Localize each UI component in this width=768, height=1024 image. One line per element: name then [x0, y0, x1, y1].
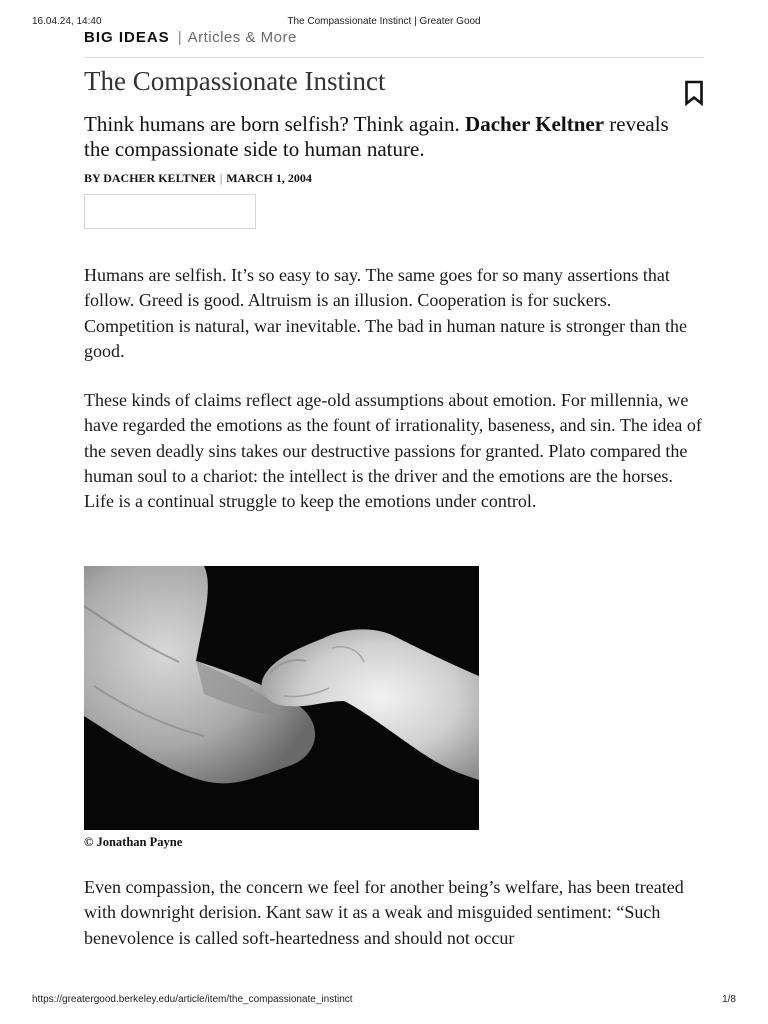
dek-lead: Think humans are born selfish? Think again. — [84, 112, 466, 136]
brand-articles-more[interactable]: Articles & More — [187, 29, 297, 46]
print-footer — [32, 994, 736, 1008]
header-divider — [84, 57, 704, 58]
bookmark-icon — [684, 80, 704, 106]
byline-author[interactable]: BY DACHER KELTNER — [84, 171, 216, 185]
article-dek — [84, 112, 684, 162]
dek-tail: reveals the compassionate side to human nature. — [84, 112, 669, 161]
body-paragraph-2: These kinds of claims reflect age-old assumptions about emotion. For millennia, we have regarded the emotions as the fount of irrationality, baseness, and sin. The idea of the seven deadly sins takes our destructive passions for granted. Plato compared the human soul to a chariot: the intellect is the driver and the emotions are the horses. Life is a continual struggle to keep the emotions under control. — [84, 390, 702, 512]
print-header — [32, 16, 736, 30]
print-date: 16.04.24, 14:40 — [32, 16, 102, 27]
photo-caption: © Jonathan Payne — [84, 835, 183, 849]
dek-author[interactable]: Dacher Keltner — [465, 112, 605, 136]
body-paragraph-1: Humans are selfish. It’s so easy to say. The same goes for so many assertions that follow. Greed is good. Altruism is an illusion. Cooperation is for suckers. Competition is natural, war inevitable. The bad in human nature is stronger than the good. — [84, 265, 688, 361]
body-paragraph-3: Even compassion, the concern we feel for another being’s welfare, has been treated with downright derision. Kant saw it as a weak and misguided sentiment: “Such benevolence is called soft-heartedness and should not occur — [84, 877, 684, 948]
hands-photo-illustration — [84, 566, 479, 830]
bookmark-button[interactable] — [684, 80, 704, 106]
article-title: The Compassionate Instinct — [84, 66, 386, 96]
print-page-number: 1/8 — [722, 994, 736, 1005]
print-url: https://greatergood.berkeley.edu/article/item/the_compassionate_instinct — [32, 994, 353, 1005]
byline — [84, 170, 312, 186]
byline-separator: | — [219, 171, 223, 185]
brand-big-ideas[interactable]: BIG IDEAS — [84, 29, 170, 46]
site-brand[interactable] — [84, 29, 297, 49]
byline-date: MARCH 1, 2004 — [226, 171, 312, 185]
share-widget[interactable] — [84, 194, 256, 229]
article-photo — [84, 566, 479, 830]
brand-separator: | — [177, 29, 182, 46]
print-page-title: The Compassionate Instinct | Greater Good — [287, 16, 481, 27]
